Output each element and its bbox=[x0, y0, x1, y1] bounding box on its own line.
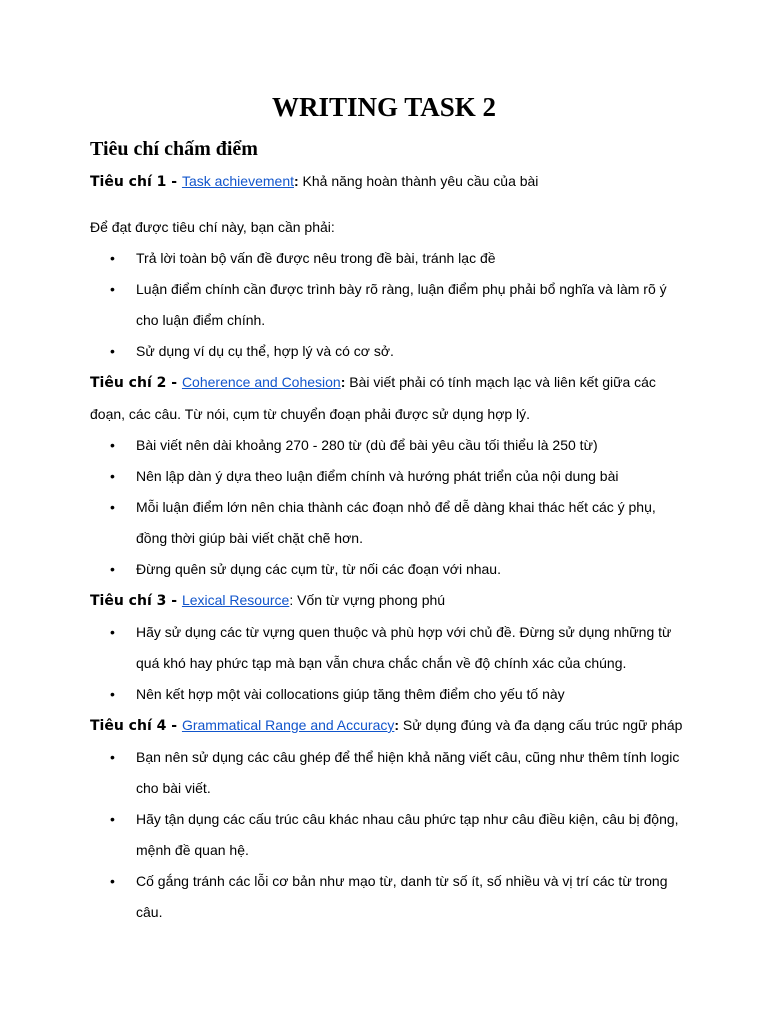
criterion-label: Tiêu chí 1 - bbox=[90, 174, 182, 190]
criterion-4-heading bbox=[90, 710, 690, 742]
criterion-colon: : bbox=[340, 374, 346, 390]
criterion-label: Tiêu chí 2 - bbox=[90, 375, 182, 391]
criterion-colon: : bbox=[289, 592, 294, 608]
list-item: • Bạn nên sử dụng các câu ghép để thể hiện khả năng viết câu, cũng như thêm tính logic cho bài viết. bbox=[90, 742, 690, 804]
criterion-2-list bbox=[90, 430, 690, 585]
criterion-label: Tiêu chí 4 - bbox=[90, 718, 182, 734]
criterion-link[interactable]: Task achievement bbox=[181, 173, 294, 189]
criterion-4-list bbox=[90, 742, 690, 928]
list-item: • Sử dụng ví dụ cụ thể, hợp lý và có cơ sở. bbox=[90, 336, 690, 367]
criterion-link[interactable]: Grammatical Range and Accuracy bbox=[181, 717, 395, 733]
list-item: • Luận điểm chính cần được trình bày rõ ràng, luận điểm phụ phải bổ nghĩa và làm rõ ý cho luận điểm chính. bbox=[90, 274, 690, 336]
list-item: • Hãy tận dụng các cấu trúc câu khác nhau câu phức tạp như câu điều kiện, câu bị động, mệnh đề quan hệ. bbox=[90, 804, 690, 866]
criterion-description: Vốn từ vựng phong phú bbox=[293, 592, 446, 608]
section-heading: Tiêu chí chấm điểm bbox=[90, 138, 258, 160]
list-item: • Đừng quên sử dụng các cụm từ, từ nối các đoạn với nhau. bbox=[90, 554, 690, 585]
document-body bbox=[90, 166, 690, 928]
criterion-description: Sử dụng đúng và đa dạng cấu trúc ngữ pháp bbox=[399, 717, 683, 733]
criterion-colon: : bbox=[394, 717, 400, 733]
criterion-link[interactable]: Coherence and Cohesion bbox=[181, 374, 341, 390]
list-item: • Nên kết hợp một vài collocations giúp tăng thêm điểm cho yếu tố này bbox=[90, 679, 690, 710]
criterion-description: Bài viết phải có tính mạch lạc và liên kết giữa các đoạn, các câu. Từ nói, cụm từ chuyển đoạn phải được sử dụng hợp lý. bbox=[90, 374, 656, 422]
criterion-1-heading bbox=[90, 166, 690, 198]
list-item: • Hãy sử dụng các từ vựng quen thuộc và phù hợp với chủ đề. Đừng sử dụng những từ quá khó hay phức tạp mà bạn vẫn chưa chắc chắn về độ chính xác của chúng. bbox=[90, 617, 690, 679]
criterion-label: Tiêu chí 3 - bbox=[90, 593, 182, 609]
list-item: • Nên lập dàn ý dựa theo luận điểm chính và hướng phát triển của nội dung bài bbox=[90, 461, 690, 492]
list-item: • Trả lời toàn bộ vấn đề được nêu trong đề bài, tránh lạc đề bbox=[90, 243, 690, 274]
list-item: • Cố gắng tránh các lỗi cơ bản như mạo từ, danh từ số ít, số nhiều và vị trí các từ trong câu. bbox=[90, 866, 690, 928]
criterion-2-heading bbox=[90, 367, 690, 430]
spacer bbox=[90, 198, 690, 212]
criterion-colon: : bbox=[294, 173, 299, 189]
criterion-3-heading bbox=[90, 585, 690, 617]
criterion-link[interactable]: Lexical Resource bbox=[181, 592, 290, 608]
intro-text: Để đạt được tiêu chí này, bạn cần phải: bbox=[90, 219, 335, 235]
criterion-description: Khả năng hoàn thành yêu cầu của bài bbox=[298, 173, 539, 189]
page-title: WRITING TASK 2 bbox=[271, 92, 497, 122]
list-item: • Mỗi luận điểm lớn nên chia thành các đoạn nhỏ để dễ dàng khai thác hết các ý phụ, đồng thời giúp bài viết chặt chẽ hơn. bbox=[90, 492, 690, 554]
criterion-1-list bbox=[90, 243, 690, 367]
list-item: • Bài viết nên dài khoảng 270 - 280 từ (dù để bài yêu cầu tối thiểu là 250 từ) bbox=[90, 430, 690, 461]
criterion-3-list bbox=[90, 617, 690, 710]
